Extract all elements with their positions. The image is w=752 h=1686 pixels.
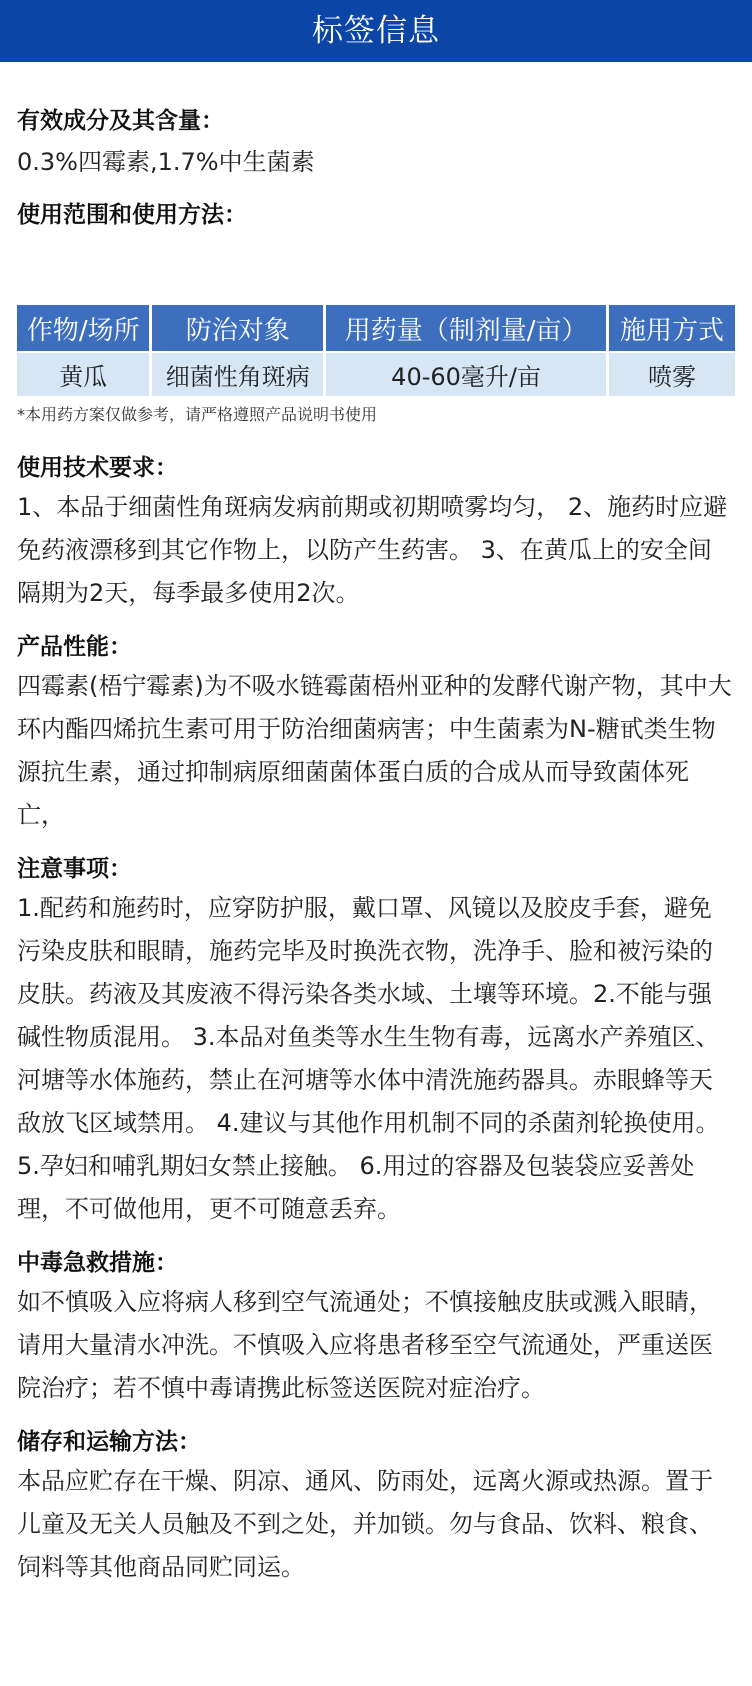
performance-text: 四霉素(梧宁霉素)为不吸水链霉菌梧州亚种的发酵代谢产物，其中大环内酯四烯抗生素可用于防治细菌病害；中生菌素为N-糖甙类生物源抗生素，通过抑制病原细菌菌体蛋白质的合成从而导致菌体死亡， (17, 672, 732, 829)
performance-section (17, 629, 735, 837)
cell-method: 喷雾 (609, 353, 735, 396)
precautions-text: 1.配药和施药时，应穿防护服，戴口罩、风镜以及胶皮手套，避免污染皮肤和眼睛，施药完毕及时换洗衣物，洗净手、脸和被污染的皮肤。药液及其废液不得污染各类水域、土壤等环境。2.不能与强碱性物质混用。 3.本品对鱼类等水生生物有毒，远离水产养殖区、河塘等水体施药，禁止在河塘等水体中清洗施药器具。赤眼蜂等天敌放飞区域禁用。 4.建议与其他作用机制不同的杀菌剂轮换使用。 5.孕妇和哺乳期妇女禁止接触。 6.用过的容器及包装袋应妥善处理，不可做他用，更不可随意丢弃。 (17, 894, 720, 1223)
ingredients-title: 有效成分及其含量： (17, 108, 224, 134)
ingredients-section (17, 103, 735, 184)
table-row (17, 353, 735, 396)
page-title: 标签信息 (312, 13, 440, 49)
storage-section (17, 1424, 735, 1589)
column-header-dosage: 用药量（制剂量/亩） (326, 305, 606, 353)
dosage-note: *本用药方案仅做参考，请严格遵照产品说明书使用 (17, 405, 378, 424)
column-header-target: 防治对象 (152, 305, 323, 353)
dosage-table-header-row (17, 305, 735, 353)
dosage-table-wrap (17, 305, 735, 427)
page-header (0, 0, 752, 62)
first-aid-title: 中毒急救措施： (17, 1250, 178, 1276)
cell-dosage: 40-60毫升/亩 (326, 353, 606, 396)
cell-crop: 黄瓜 (17, 353, 149, 396)
technique-title: 使用技术要求： (17, 455, 178, 481)
storage-title: 储存和运输方法： (17, 1429, 201, 1455)
ingredients-text: 0.3%四霉素,1.7%中生菌素 (17, 148, 315, 176)
label-content (0, 103, 752, 1589)
performance-title: 产品性能： (17, 634, 132, 660)
dosage-table (14, 305, 738, 396)
first-aid-section (17, 1245, 735, 1410)
cell-target: 细菌性角斑病 (152, 353, 323, 396)
column-header-method: 施用方式 (609, 305, 735, 353)
technique-section (17, 450, 735, 615)
precautions-section (17, 851, 735, 1231)
storage-text: 本品应贮存在干燥、阴凉、通风、防雨处，远离火源或热源。置于儿童及无关人员触及不到之处，并加锁。勿与食品、饮料、粮食、饲料等其他商品同贮同运。 (17, 1467, 713, 1581)
precautions-title: 注意事项： (17, 856, 132, 882)
column-header-crop: 作物/场所 (17, 305, 149, 353)
scope-section (17, 197, 735, 233)
technique-text: 1、本品于细菌性角斑病发病前期或初期喷雾均匀， 2、施药时应避免药液漂移到其它作物上，以防产生药害。 3、在黄瓜上的安全间隔期为2天，每季最多使用2次。 (17, 493, 728, 607)
scope-title: 使用范围和使用方法： (17, 202, 247, 228)
first-aid-text: 如不慎吸入应将病人移到空气流通处；不慎接触皮肤或溅入眼睛，请用大量清水冲洗。不慎吸入应将患者移至空气流通处，严重送医院治疗；若不慎中毒请携此标签送医院对症治疗。 (17, 1288, 713, 1402)
